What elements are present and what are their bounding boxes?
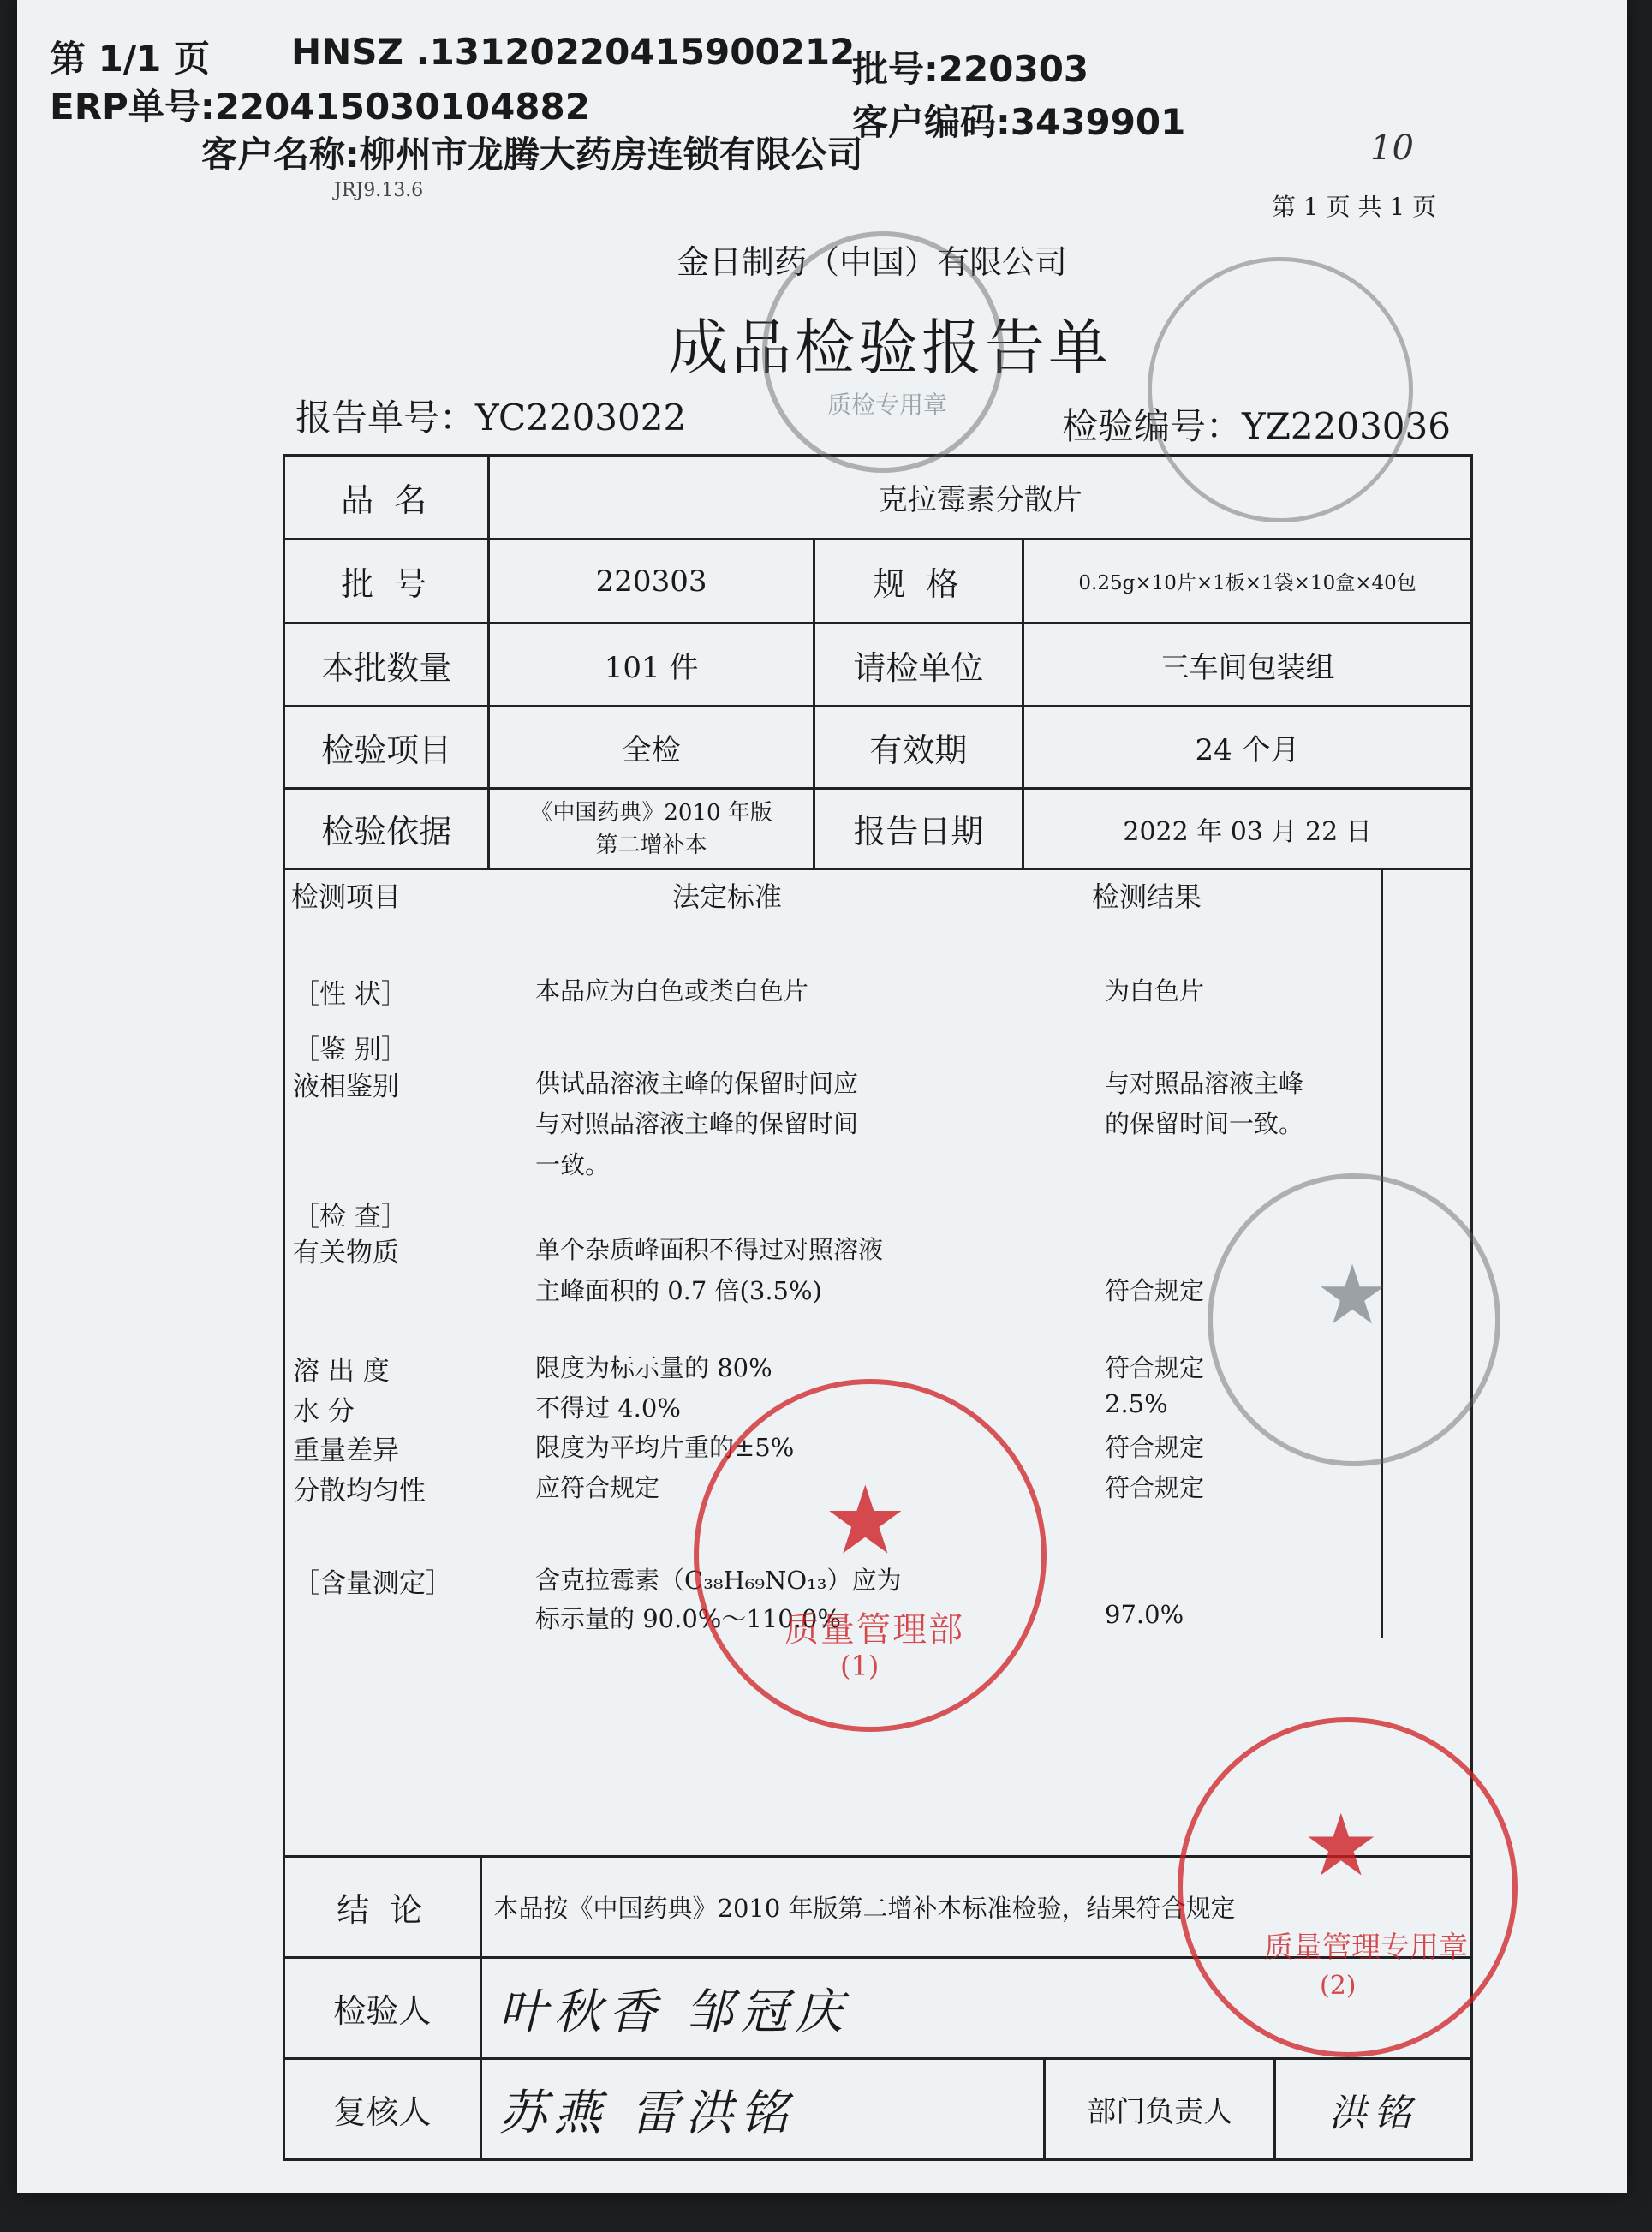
result-standard: 一致。 [535, 1150, 611, 1179]
result-item: 水 分 [293, 1396, 355, 1427]
quantity-label: 本批数量 [284, 624, 489, 707]
result-value: 符合规定 [1105, 1473, 1205, 1502]
red-stamp-star-icon: ★ [823, 1465, 908, 1575]
col-item-header: 检测项目 [291, 880, 402, 913]
department-head-label: 部门负责人 [1045, 2059, 1275, 2160]
result-standard: 限度为平均片重的±5% [535, 1433, 795, 1462]
result-item: ［含量测定］ [293, 1568, 452, 1599]
handwritten-number: 10 [1370, 128, 1414, 168]
report-date-label: 报告日期 [814, 789, 1023, 869]
header-batch: 批号:220303 [852, 48, 1089, 90]
quantity-value: 101 件 [489, 624, 814, 707]
batch-value: 220303 [489, 540, 814, 624]
company-name: 金日制药（中国）有限公司 [677, 243, 1068, 281]
basis-label: 检验依据 [284, 789, 489, 869]
basis-value [489, 789, 814, 869]
inspection-item-value: 全检 [489, 707, 814, 789]
spec-value: 0.25g×10片×1板×1袋×10盒×40包 [1023, 540, 1472, 624]
inspector-label: 检验人 [284, 1958, 481, 2059]
result-standard: 主峰面积的 0.7 倍(3.5%) [535, 1276, 822, 1305]
document-code: JRJ9.13.6 [334, 180, 424, 201]
basis-line-1: 《中国药典》2010 年版 [530, 799, 772, 826]
grey-stamp-top [1148, 257, 1413, 522]
red-stamp-2-number: (2) [1320, 1971, 1357, 2001]
result-standard: 单个杂质峰面积不得过对照溶液 [535, 1235, 884, 1264]
results-left-border [283, 868, 285, 1857]
basis-line-2: 第二增补本 [595, 832, 707, 858]
result-item: ［检 查］ [293, 1202, 408, 1232]
result-standard: 含克拉霉素（C₃₈H₆₉NO₁₃）应为 [535, 1566, 902, 1595]
result-value: 97.0% [1105, 1600, 1184, 1629]
result-item: 重量差异 [293, 1435, 399, 1466]
col-result-header: 检测结果 [1092, 880, 1202, 913]
report-number: 报告单号：YC2203022 [295, 397, 687, 439]
result-standard: 与对照品溶液主峰的保留时间 [535, 1109, 859, 1138]
result-item: 分散均匀性 [293, 1476, 426, 1507]
customer-code: 客户编码:3439901 [852, 101, 1186, 143]
result-item: ［性 状］ [293, 979, 408, 1010]
customer-name: 客户名称:柳州市龙腾大药房连锁有限公司 [201, 134, 863, 176]
result-item: 液相鉴别 [293, 1071, 399, 1102]
red-stamp-1-text: 质量管理部 [784, 1610, 964, 1650]
reviewer-signature: 苏燕 雷洪铭 [480, 2059, 1045, 2160]
department-label: 请检单位 [814, 624, 1023, 707]
department-head-signature: 洪铭 [1275, 2059, 1472, 2160]
inspection-item-label: 检验项目 [284, 707, 489, 789]
result-item: ［鉴 别］ [293, 1035, 408, 1065]
result-value: 符合规定 [1105, 1276, 1205, 1305]
result-standard: 应符合规定 [535, 1473, 660, 1502]
reviewer-label: 复核人 [284, 2059, 481, 2160]
qc-stamp-text: 质检专用章 [827, 391, 948, 419]
result-standard: 供试品溶液主峰的保留时间应 [535, 1069, 859, 1098]
result-value: 为白色片 [1105, 976, 1205, 1006]
erp-number: ERP单号:220415030104882 [50, 86, 590, 128]
department-value: 三车间包装组 [1023, 624, 1472, 707]
red-stamp-2-star-icon: ★ [1303, 1795, 1380, 1895]
result-standard: 不得过 4.0% [535, 1394, 681, 1423]
qc-stamp [762, 231, 1004, 473]
report-title: 成品检验报告单 [668, 313, 1112, 383]
result-standard: 限度为标示量的 80% [535, 1353, 772, 1382]
conclusion-label: 结 论 [284, 1857, 481, 1958]
result-value: 与对照品溶液主峰 [1105, 1069, 1304, 1098]
col-standard-header: 法定标准 [672, 880, 783, 913]
product-label: 品 名 [284, 456, 489, 540]
result-standard: 标示量的 90.0%～110.0% [535, 1604, 841, 1633]
conclusion-text: 本品按《中国药典》2010 年版第二增补本标准检验，结果符合规定 [480, 1857, 1471, 1958]
red-stamp-1-number: (1) [840, 1650, 880, 1682]
result-value: 的保留时间一致。 [1105, 1109, 1304, 1138]
product-name: 克拉霉素分散片 [489, 456, 1472, 540]
result-value: 2.5% [1105, 1389, 1168, 1418]
result-value: 符合规定 [1105, 1433, 1205, 1462]
batch-label: 批 号 [284, 540, 489, 624]
red-stamp-quality-dept [694, 1379, 1047, 1732]
red-stamp-2-text: 质量管理专用章 [1264, 1931, 1468, 1965]
grey-stamp-star-icon: ★ [1315, 1247, 1390, 1343]
result-value: 符合规定 [1105, 1353, 1205, 1382]
report-date-value: 2022 年 03 月 22 日 [1023, 789, 1472, 869]
inspection-number: 检验编号：YZ2203036 [1062, 405, 1451, 447]
validity-value: 24 个月 [1023, 707, 1472, 789]
red-stamp-quality-seal [1178, 1717, 1518, 2057]
report-page [17, 0, 1627, 2193]
spec-label: 规 格 [814, 540, 1023, 624]
result-standard: 本品应为白色或类白色片 [535, 976, 809, 1006]
inspector-signature: 叶秋香 邹冠庆 [480, 1958, 1471, 2059]
grey-stamp [1208, 1173, 1500, 1466]
hnsz-number: HNSZ .13120220415900212 [291, 31, 856, 73]
result-item: 有关物质 [293, 1238, 399, 1268]
result-item: 溶 出 度 [293, 1356, 390, 1387]
page-indicator: 第 1/1 页 [50, 38, 211, 80]
validity-label: 有效期 [814, 707, 1023, 789]
page-count: 第 1 页 共 1 页 [1272, 193, 1437, 221]
